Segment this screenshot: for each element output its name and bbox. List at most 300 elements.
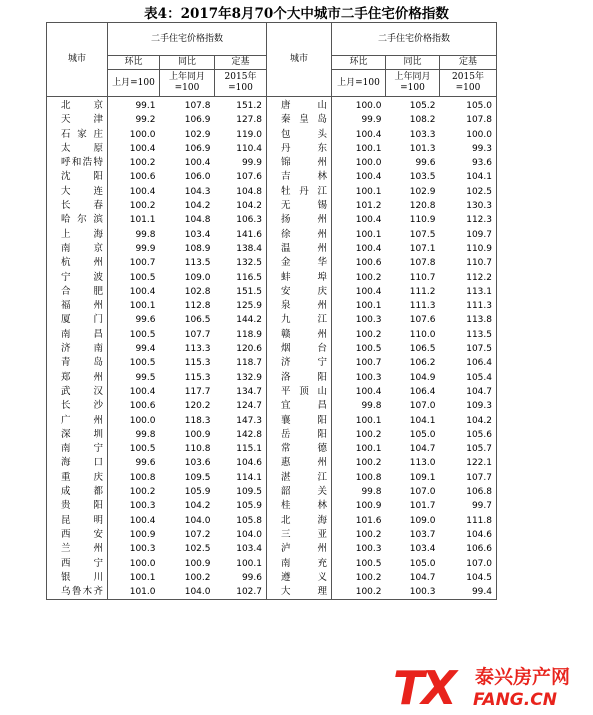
left-yoy-cell: 107.8 [184, 101, 211, 111]
left-city-cell: 济南 [47, 342, 108, 356]
left-mom-cell: 100.0 [129, 129, 156, 140]
left-city-cell: 太原 [47, 142, 108, 156]
left-city-cell: 沈阳 [47, 170, 108, 184]
left-mom-cell: 99.5 [135, 372, 156, 383]
left-mom-cell: 100.6 [129, 401, 156, 412]
right-yoy-cell: 113.0 [409, 458, 436, 469]
table-row [47, 399, 497, 413]
right-city-cell: 秦皇岛 [267, 113, 332, 127]
left-base-cell: 151.5 [215, 285, 267, 299]
right-yoy-cell: 120.8 [409, 201, 436, 212]
left-city-cell: 昆明 [47, 514, 108, 528]
right-yoy-cell: 107.0 [409, 487, 436, 498]
right-city-cell: 洛阳 [267, 371, 332, 385]
left-city-cell: 贵阳 [47, 499, 108, 513]
site-watermark-logo [393, 661, 593, 715]
left-base-cell: 107.6 [215, 170, 267, 184]
left-base-cell: 99.6 [215, 571, 267, 585]
left-base-cell: 125.9 [215, 299, 267, 313]
left-yoy-cell: 104.2 [184, 201, 211, 212]
right-base-cell: 106.6 [440, 542, 497, 556]
right-yoy-cell: 110.0 [409, 329, 436, 340]
left-city-cell: 海口 [47, 456, 108, 470]
left-mom-cell: 100.0 [129, 415, 156, 426]
right-city-cell: 无锡 [267, 199, 332, 213]
left-yoy-cell: 100.9 [184, 558, 211, 569]
left-yoy-cell: 109.5 [184, 472, 211, 483]
right-base-cell: 102.5 [440, 185, 497, 199]
left-base-cell: 104.0 [215, 528, 267, 542]
left-yoy-cell: 105.9 [184, 487, 211, 498]
left-city-cell: 成都 [47, 485, 108, 499]
left-city-cell: 郑州 [47, 371, 108, 385]
right-yoy-cell: 110.9 [409, 215, 436, 226]
right-yoy-cell: 106.5 [409, 344, 436, 355]
right-mom-cell: 100.5 [355, 344, 382, 355]
left-yoy-cell: 103.4 [184, 229, 211, 240]
table-row [47, 313, 497, 327]
left-mom-cell: 101.1 [129, 215, 156, 226]
right-mom-cell: 100.4 [355, 172, 382, 183]
right-yoy-cell: 102.9 [409, 186, 436, 197]
left-city-cell: 北京 [47, 97, 108, 114]
left-city-cell: 石家庄 [47, 128, 108, 142]
left-mom-cell: 100.3 [129, 544, 156, 555]
right-city-cell: 遵义 [267, 571, 332, 585]
left-yoy-cell: 104.8 [184, 215, 211, 226]
left-city-cell: 大连 [47, 185, 108, 199]
right-mom-cell: 100.4 [355, 286, 382, 297]
left-yoy-cell: 102.5 [184, 544, 211, 555]
left-base-cell: 120.6 [215, 342, 267, 356]
left-city-cell: 乌鲁木齐 [47, 585, 108, 600]
left-yoy-cell: 115.3 [184, 358, 211, 369]
left-yoy-cell: 104.2 [184, 501, 211, 512]
left-mom-cell: 100.1 [129, 301, 156, 312]
right-base-cell: 104.6 [440, 528, 497, 542]
left-city-cell: 厦门 [47, 313, 108, 327]
right-city-cell: 九江 [267, 313, 332, 327]
left-mom-cell: 100.5 [129, 272, 156, 283]
right-yoy-cell: 107.5 [409, 229, 436, 240]
left-city-cell: 上海 [47, 228, 108, 242]
right-yoy-cell: 100.3 [386, 585, 440, 600]
table-row [47, 442, 497, 456]
right-yoy-cell: 101.3 [409, 143, 436, 154]
left-city-cell: 武汉 [47, 385, 108, 399]
right-yoy-cell: 103.3 [409, 129, 436, 140]
right-mom-cell: 100.3 [355, 544, 382, 555]
right-city-cell: 襄阳 [267, 414, 332, 428]
right-base-cell: 105.7 [440, 442, 497, 456]
right-mom-cell: 100.4 [355, 386, 382, 397]
right-yoy-cell: 107.8 [409, 258, 436, 269]
right-city-cell: 桂林 [267, 499, 332, 513]
table-row [47, 213, 497, 227]
left-yoy-cell: 118.3 [184, 415, 211, 426]
table-row [47, 156, 497, 170]
table-row [47, 356, 497, 370]
right-mom-cell: 99.9 [361, 115, 382, 126]
left-yoy-cell: 112.8 [184, 301, 211, 312]
left-base-cell: 142.8 [215, 428, 267, 442]
left-mom-cell: 99.8 [135, 429, 156, 440]
right-city-cell: 平顶山 [267, 385, 332, 399]
left-yoy-cell: 107.7 [184, 329, 211, 340]
table-row [47, 185, 497, 199]
left-base-cell: 119.0 [215, 128, 267, 142]
left-base-cell: 110.4 [215, 142, 267, 156]
left-base-cell: 115.1 [215, 442, 267, 456]
right-city-cell: 徐州 [267, 228, 332, 242]
right-yoy-cell: 109.0 [409, 515, 436, 526]
right-base-cell: 104.5 [440, 571, 497, 585]
right-base-cell: 122.1 [440, 456, 497, 470]
left-yoy-cell: 117.7 [184, 386, 211, 397]
right-city-cell: 包头 [267, 128, 332, 142]
right-city-cell: 泉州 [267, 299, 332, 313]
right-mom-cell: 100.1 [355, 186, 382, 197]
left-mom-cell: 100.0 [129, 558, 156, 569]
left-base-cell: 134.7 [215, 385, 267, 399]
right-base-cell: 109.3 [440, 399, 497, 413]
left-base-cell: 102.7 [215, 585, 267, 600]
right-mom-cell: 100.2 [355, 529, 382, 540]
left-base-cell: 141.6 [215, 228, 267, 242]
left-city-cell: 南宁 [47, 442, 108, 456]
right-mom-cell: 100.2 [332, 585, 386, 600]
left-mom-cell: 100.4 [129, 515, 156, 526]
right-city-cell: 惠州 [267, 456, 332, 470]
left-mom-cell: 101.0 [108, 585, 160, 600]
right-yoy-cell: 106.4 [409, 386, 436, 397]
table-row [47, 528, 497, 542]
left-base-cell: 104.8 [215, 185, 267, 199]
right-yoy-cell: 103.7 [409, 529, 436, 540]
left-yoy-cell: 106.5 [184, 315, 211, 326]
left-city-cell: 广州 [47, 414, 108, 428]
fixed-base-right: 2015年=100 [440, 70, 497, 97]
right-yoy-cell: 107.1 [409, 243, 436, 254]
right-base-cell: 107.8 [440, 113, 497, 127]
table-title: 表4：2017年8月70个大中城市二手住宅价格指数 [144, 6, 449, 22]
right-city-cell: 唐山 [267, 97, 332, 114]
right-base-cell: 104.7 [440, 385, 497, 399]
right-mom-cell: 100.2 [355, 572, 382, 583]
left-yoy-cell: 115.3 [184, 372, 211, 383]
left-city-cell: 长春 [47, 199, 108, 213]
right-mom-cell: 100.0 [355, 101, 382, 111]
right-base-cell: 110.9 [440, 242, 497, 256]
left-yoy-cell: 109.0 [184, 272, 211, 283]
left-mom-cell: 99.1 [135, 101, 156, 111]
right-base-cell: 104.2 [440, 414, 497, 428]
right-yoy-cell: 111.2 [409, 286, 436, 297]
right-yoy-cell: 107.0 [409, 401, 436, 412]
right-mom-cell: 100.8 [355, 472, 382, 483]
left-city-cell: 长沙 [47, 399, 108, 413]
right-mom-cell: 100.1 [355, 143, 382, 154]
right-yoy-cell: 111.3 [409, 301, 436, 312]
table-row [47, 585, 497, 600]
left-city-cell: 合肥 [47, 285, 108, 299]
right-base-cell: 99.3 [440, 142, 497, 156]
right-base-cell: 112.3 [440, 213, 497, 227]
right-base-cell: 111.8 [440, 514, 497, 528]
right-base-cell: 106.4 [440, 356, 497, 370]
left-yoy-cell: 102.8 [184, 286, 211, 297]
right-base-cell: 105.6 [440, 428, 497, 442]
left-base-cell: 127.8 [215, 113, 267, 127]
right-yoy-cell: 104.7 [409, 572, 436, 583]
table-row [47, 428, 497, 442]
right-yoy-cell: 106.2 [409, 358, 436, 369]
table-row [47, 242, 497, 256]
left-city-cell: 深圳 [47, 428, 108, 442]
left-city-cell: 福州 [47, 299, 108, 313]
right-base-cell: 110.7 [440, 256, 497, 270]
table-row [47, 97, 497, 114]
table-row [47, 456, 497, 470]
right-yoy-cell: 105.2 [409, 101, 436, 111]
left-yoy-cell: 104.3 [184, 186, 211, 197]
left-yoy-cell: 103.6 [184, 458, 211, 469]
left-city-cell: 兰州 [47, 542, 108, 556]
left-yoy-cell: 106.9 [184, 115, 211, 126]
left-mom-cell: 100.9 [129, 529, 156, 540]
table-row [47, 199, 497, 213]
table-row [47, 471, 497, 485]
left-base-cell: 151.2 [215, 97, 267, 114]
right-base-cell: 93.6 [440, 156, 497, 170]
left-mom-cell: 100.2 [129, 487, 156, 498]
right-yoy-cell: 107.6 [409, 315, 436, 326]
right-yoy-cell: 104.9 [409, 372, 436, 383]
right-city-cell: 泸州 [267, 542, 332, 556]
right-city-cell: 常德 [267, 442, 332, 456]
left-mom-cell: 100.2 [129, 158, 156, 169]
right-city-cell: 三亚 [267, 528, 332, 542]
right-yoy-cell: 104.1 [409, 415, 436, 426]
right-mom-cell: 100.1 [355, 229, 382, 240]
left-city-cell: 青岛 [47, 356, 108, 370]
left-yoy-cell: 106.9 [184, 143, 211, 154]
left-city-cell: 南京 [47, 242, 108, 256]
table-row [47, 170, 497, 184]
right-mom-cell: 100.0 [355, 158, 382, 169]
left-mom-cell: 99.4 [135, 344, 156, 355]
left-city-cell: 天津 [47, 113, 108, 127]
right-yoy-cell: 103.4 [409, 544, 436, 555]
right-city-cell: 蚌埠 [267, 271, 332, 285]
right-mom-cell: 100.2 [355, 429, 382, 440]
right-city-cell: 韶关 [267, 485, 332, 499]
left-mom-cell: 100.2 [129, 201, 156, 212]
table-row [47, 485, 497, 499]
left-mom-cell: 100.6 [129, 172, 156, 183]
group-header-right: 二手住宅价格指数 [332, 23, 497, 56]
right-base-cell: 130.3 [440, 199, 497, 213]
left-base-cell: 147.3 [215, 414, 267, 428]
right-city-cell: 湛江 [267, 471, 332, 485]
left-city-cell: 杭州 [47, 256, 108, 270]
left-yoy-cell: 100.2 [184, 572, 211, 583]
table-row [47, 142, 497, 156]
left-base-cell: 118.9 [215, 328, 267, 342]
right-mom-cell: 100.4 [355, 129, 382, 140]
left-mom-cell: 99.6 [135, 315, 156, 326]
right-yoy-cell: 104.7 [409, 444, 436, 455]
mom-header-left: 环比 [108, 56, 160, 70]
left-city-cell: 重庆 [47, 471, 108, 485]
right-base-cell: 113.1 [440, 285, 497, 299]
right-base-cell: 112.2 [440, 271, 497, 285]
left-yoy-cell: 100.9 [184, 429, 211, 440]
left-mom-cell: 100.5 [129, 329, 156, 340]
left-base-cell: 105.9 [215, 499, 267, 513]
right-mom-cell: 100.3 [355, 315, 382, 326]
right-mom-cell: 100.6 [355, 258, 382, 269]
left-city-cell: 银川 [47, 571, 108, 585]
table-row [47, 285, 497, 299]
right-yoy-cell: 105.0 [409, 429, 436, 440]
yoy-base-right: 上年同月=100 [386, 70, 440, 97]
group-header-left: 二手住宅价格指数 [108, 23, 267, 56]
right-city-cell: 丹东 [267, 142, 332, 156]
right-city-cell: 岳阳 [267, 428, 332, 442]
yoy-header-left: 同比 [160, 56, 215, 70]
right-city-cell: 牡丹江 [267, 185, 332, 199]
right-yoy-cell: 109.1 [409, 472, 436, 483]
left-yoy-cell: 110.8 [184, 444, 211, 455]
left-base-cell: 124.7 [215, 399, 267, 413]
right-base-cell: 106.8 [440, 485, 497, 499]
right-mom-cell: 100.3 [355, 372, 382, 383]
right-base-cell: 104.1 [440, 170, 497, 184]
right-base-cell: 107.5 [440, 342, 497, 356]
right-mom-cell: 100.1 [355, 301, 382, 312]
right-mom-cell: 100.4 [355, 243, 382, 254]
right-yoy-cell: 99.6 [415, 158, 436, 169]
city-header-right: 城市 [267, 23, 332, 97]
left-mom-cell: 100.4 [129, 286, 156, 297]
table-row [47, 342, 497, 356]
right-city-cell: 济宁 [267, 356, 332, 370]
logo-mark: TX [393, 661, 454, 715]
right-base-cell: 105.4 [440, 371, 497, 385]
left-yoy-cell: 100.4 [184, 158, 211, 169]
left-yoy-cell: 107.2 [184, 529, 211, 540]
right-mom-cell: 100.5 [355, 558, 382, 569]
right-city-cell: 金华 [267, 256, 332, 270]
left-yoy-cell: 102.9 [184, 129, 211, 140]
left-base-cell: 100.1 [215, 557, 267, 571]
left-mom-cell: 99.6 [135, 458, 156, 469]
right-mom-cell: 100.1 [355, 415, 382, 426]
right-mom-cell: 99.8 [361, 401, 382, 412]
left-city-cell: 西宁 [47, 557, 108, 571]
base-header-left: 定基 [215, 56, 267, 70]
mom-base-right: 上月=100 [332, 70, 386, 97]
left-base-cell: 105.8 [215, 514, 267, 528]
right-city-cell: 温州 [267, 242, 332, 256]
right-city-cell: 安庆 [267, 285, 332, 299]
left-mom-cell: 100.8 [129, 472, 156, 483]
right-city-cell: 大理 [267, 585, 332, 600]
right-yoy-cell: 105.0 [409, 558, 436, 569]
left-city-cell: 呼和浩特 [47, 156, 108, 170]
right-base-cell: 105.0 [440, 97, 497, 114]
left-mom-cell: 99.8 [135, 229, 156, 240]
right-base-cell: 99.4 [440, 585, 497, 600]
left-mom-cell: 100.3 [129, 501, 156, 512]
table-row [47, 128, 497, 142]
right-mom-cell: 101.2 [355, 201, 382, 212]
logo-brand: 泰兴房产网 [475, 666, 571, 688]
right-mom-cell: 100.2 [355, 272, 382, 283]
left-mom-cell: 99.2 [135, 115, 156, 126]
right-mom-cell: 99.8 [361, 487, 382, 498]
left-mom-cell: 100.7 [129, 258, 156, 269]
right-city-cell: 烟台 [267, 342, 332, 356]
right-base-cell: 100.0 [440, 128, 497, 142]
mom-header-right: 环比 [332, 56, 386, 70]
right-city-cell: 赣州 [267, 328, 332, 342]
right-base-cell: 107.0 [440, 557, 497, 571]
table-row [47, 414, 497, 428]
left-mom-cell: 100.4 [129, 386, 156, 397]
table-row [47, 299, 497, 313]
left-base-cell: 116.5 [215, 271, 267, 285]
right-yoy-cell: 108.2 [409, 115, 436, 126]
logo-domain: FANG.CN [473, 690, 557, 710]
right-base-cell: 109.7 [440, 228, 497, 242]
right-base-cell: 99.7 [440, 499, 497, 513]
left-mom-cell: 100.1 [129, 572, 156, 583]
left-mom-cell: 100.4 [129, 186, 156, 197]
yoy-header-right: 同比 [386, 56, 440, 70]
table-row [47, 271, 497, 285]
left-mom-cell: 100.4 [129, 143, 156, 154]
left-base-cell: 99.9 [215, 156, 267, 170]
left-city-cell: 南昌 [47, 328, 108, 342]
table-row [47, 542, 497, 556]
left-yoy-cell: 104.0 [160, 585, 215, 600]
table-row [47, 328, 497, 342]
table-body [47, 97, 497, 600]
right-city-cell: 北海 [267, 514, 332, 528]
right-base-cell: 111.3 [440, 299, 497, 313]
left-city-cell: 西安 [47, 528, 108, 542]
left-base-cell: 114.1 [215, 471, 267, 485]
right-city-cell: 扬州 [267, 213, 332, 227]
left-yoy-cell: 113.5 [184, 258, 211, 269]
left-yoy-cell: 106.0 [184, 172, 211, 183]
table-row [47, 113, 497, 127]
left-city-cell: 哈尔滨 [47, 213, 108, 227]
left-base-cell: 144.2 [215, 313, 267, 327]
left-base-cell: 138.4 [215, 242, 267, 256]
mom-base-left: 上月=100 [108, 70, 160, 97]
left-yoy-cell: 120.2 [184, 401, 211, 412]
right-mom-cell: 100.9 [355, 501, 382, 512]
left-mom-cell: 99.9 [135, 243, 156, 254]
left-yoy-cell: 113.3 [184, 344, 211, 355]
right-base-cell: 113.5 [440, 328, 497, 342]
left-mom-cell: 100.5 [129, 444, 156, 455]
left-base-cell: 103.4 [215, 542, 267, 556]
right-yoy-cell: 101.7 [409, 501, 436, 512]
